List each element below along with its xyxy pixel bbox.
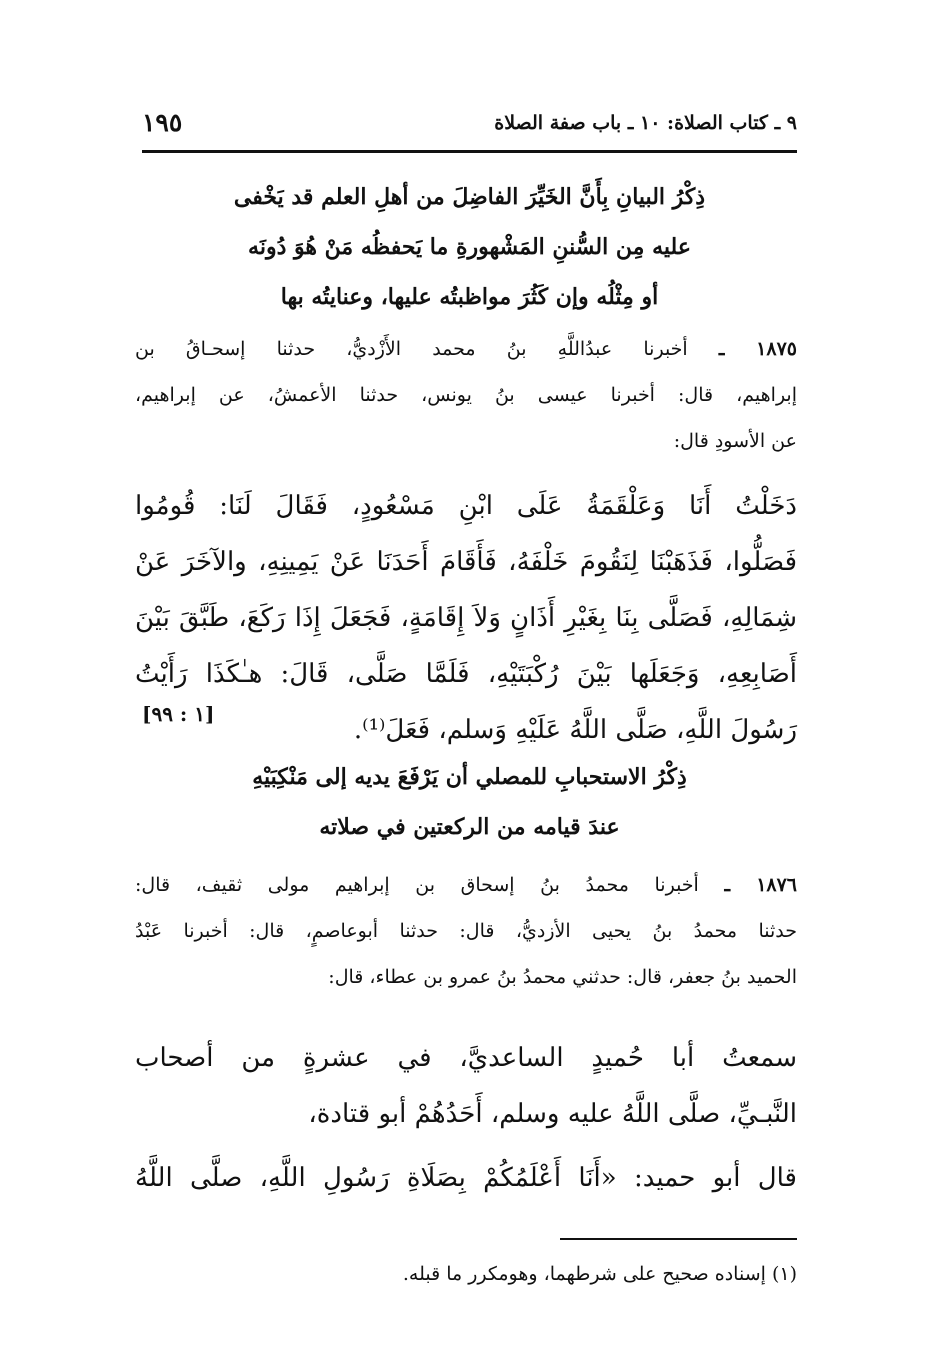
isnad-line: حدثنا محمدُ بنُ يحيى الأزديُّ، قال: حدثنا أبوعاصمٍ، قال: أخبرنا عَبْدُ bbox=[135, 920, 797, 942]
chapter-heading-2 bbox=[142, 752, 797, 852]
heading-line: أو مِثْلُه وإن كَثُرَ مواظبتُه عليها، وعنايتُه بها bbox=[280, 284, 659, 310]
footnote: (١) إسناده صحيح على شرطهما، وهومكرر ما قبله. bbox=[402, 1263, 797, 1285]
hadith-1876-matn-continued bbox=[135, 1150, 797, 1206]
isnad-line: ١٨٧٦ ـ أخبرنا محمدُ بنُ إسحاق بن إبراهيم مولى ثقيف، قال: bbox=[135, 874, 798, 896]
heading-line: عندَ قيامه من الركعتين في صلاته bbox=[319, 814, 620, 840]
hadith-1876-matn bbox=[135, 1030, 797, 1142]
heading-line: ذِكْرُ البيانِ بِأَنَّ الخَيِّرَ الفاضِلَ من أهلِ العلم قد يَخْفى bbox=[233, 184, 706, 210]
matn-line: رَسُولَ اللَّهِ، صَلَّى اللَّهُ عَلَيْهِ وَسلم، فَعَلَ⁽¹⁾. bbox=[353, 715, 797, 745]
heading-line: عليه مِن السُّننِ المَشْهورةِ ما يَحفظُه مَنْ هُوَ دُونَه bbox=[248, 234, 691, 260]
running-head: ٩ ـ كتاب الصلاة: ١٠ ـ باب صفة الصلاة bbox=[494, 112, 797, 134]
hadith-1875-isnad bbox=[135, 326, 797, 464]
matn-line: النَّبـيِّ، صلَّى اللَّهُ عليه وسلم، أَحَدُهُمْ أبو قتادة، bbox=[308, 1099, 797, 1129]
matn-line: سمعتُ أبا حُميدٍ الساعديَّ، في عشرةٍ من أصحاب bbox=[135, 1043, 797, 1073]
footnote-rule bbox=[560, 1238, 797, 1240]
hadith-number: ١٨٧٥ ـ bbox=[718, 338, 797, 360]
hadith-1876-isnad bbox=[135, 862, 797, 1000]
page-header bbox=[142, 108, 797, 148]
isnad-line: ١٨٧٥ ـ أخبرنا عبدُاللَّهِ بنُ محمد الأَزْديُّ، حدثنا إسحـاقُ بن bbox=[135, 338, 797, 360]
header-rule bbox=[142, 150, 797, 153]
isnad-line: إبراهيم، قال: أخبرنا عيسى بنُ يونس، حدثنا الأعمشُ، عن إبراهيم، bbox=[135, 384, 797, 406]
isnad-line: عن الأسودِ قال: bbox=[673, 430, 797, 452]
matn-line: أَصَابِعِهِ، وَجَعَلَها بَيْنَ رُكْبَتَيْهِ، فَلَمَّا صَلَّى، قَالَ: هـٰكَذَا رَأَيْتُ bbox=[135, 659, 797, 689]
matn-line: دَخَلْتُ أَنَا وَعَلْقَمَةُ عَلَى ابْنِ مَسْعُودٍ، فَقَالَ لَنَا: قُومُوا bbox=[135, 491, 797, 521]
matn-line: شِمَالِهِ، فَصَلَّى بِنَا بِغَيْرِ أَذَانٍ وَلاَ إِقَامَةٍ، فَجَعَلَ إِذَا رَكَعَ، طَبَّقَ بَيْنَ bbox=[135, 603, 797, 633]
matn-line: قال أبو حميد: «أَنَا أَعْلَمُكُمْ بِصَلَاةِ رَسُولِ اللَّهِ، صلَّى اللَّهُ bbox=[135, 1163, 797, 1193]
chapter-heading-1 bbox=[142, 172, 797, 322]
hadith-number: ١٨٧٦ ـ bbox=[724, 874, 798, 896]
source-reference: [١ : ٩٩] bbox=[142, 702, 215, 726]
isnad-line: الحميد بنُ جعفر، قال: حدثني محمدُ بنُ عمرو بن عطاء، قال: bbox=[328, 966, 797, 988]
matn-line: فَصَلُّوا، فَذَهَبْنَا لِنَقُومَ خَلْفَهُ، فَأَقَامَ أَحَدَنَا عَنْ يَمِينِهِ، والآخَرَ عَنْ bbox=[135, 547, 797, 577]
heading-line: ذِكْرُ الاستحبابِ للمصلي أن يَرْفَعَ يديه إلى مَنْكِبَيْهِ bbox=[252, 764, 687, 790]
hadith-1875-matn bbox=[135, 478, 797, 758]
page-number: ١٩٥ bbox=[142, 108, 183, 137]
